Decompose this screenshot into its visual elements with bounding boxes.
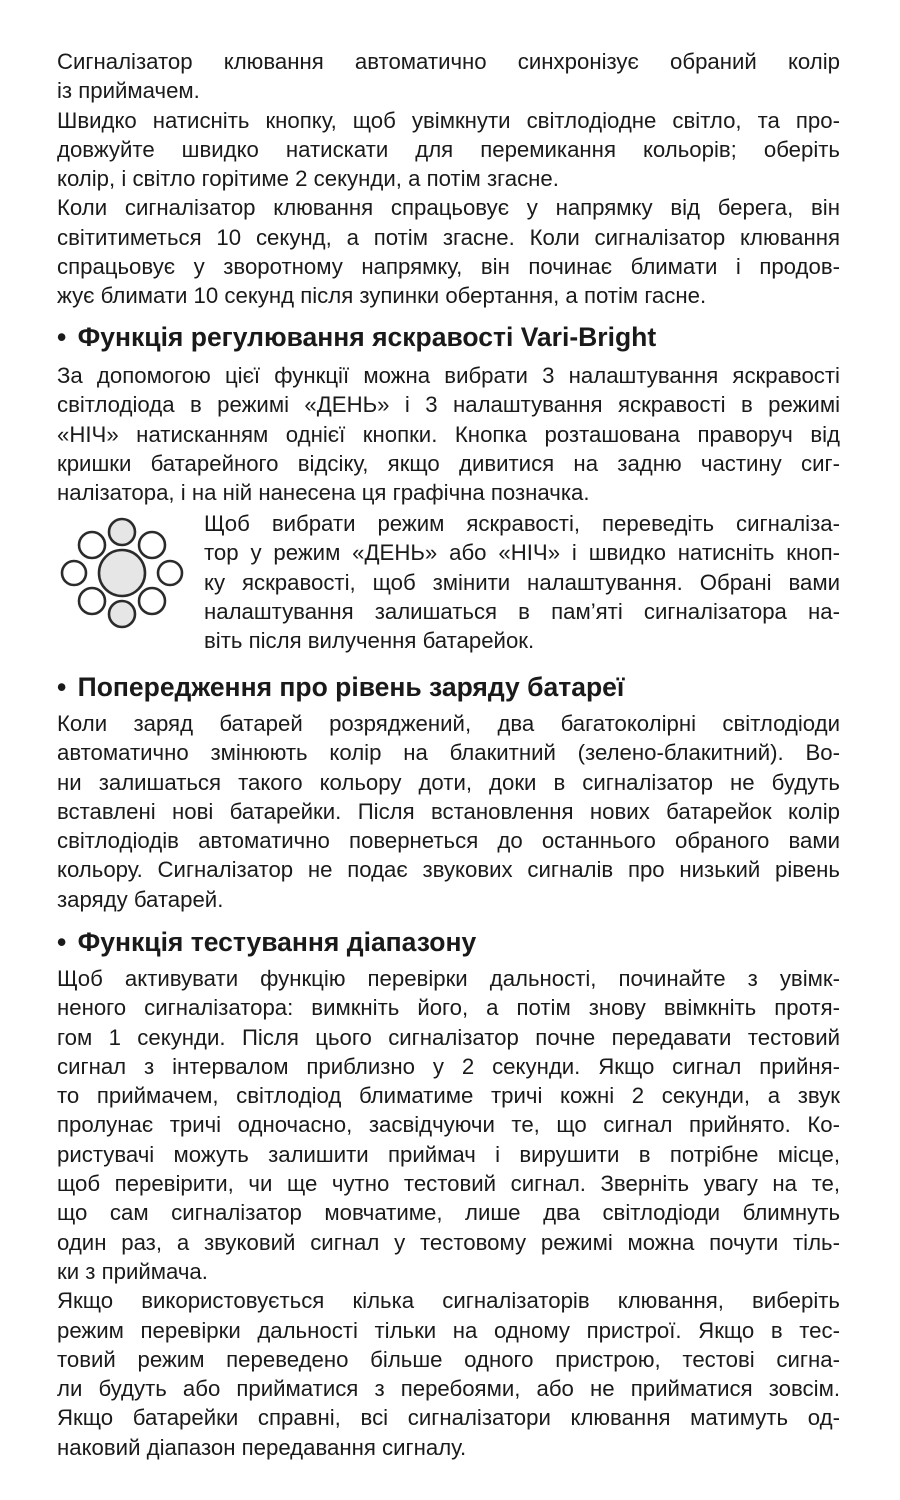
text-line: щоб перевірити, чи ще чутно тестовий сигнал. Зверніть увагу на те, (57, 1171, 840, 1197)
text-line: пролунає тричі одночасно, засвідчуючи те, що сигнал прийнято. Ко- (57, 1112, 840, 1138)
text-line: довжуйте швидко натискати для перемикання кольорів; оберіть (57, 136, 840, 162)
text-line: ку яскравості, щоб змінити налаштування. Обрані вами (204, 569, 840, 595)
range-paragraph-1 (57, 964, 840, 1286)
section-title: Функція тестування діапазону (77, 927, 477, 957)
text-line: Коли сигналізатор клювання спрацьовує у напрямку від берега, він (57, 195, 840, 221)
text-line: режим перевірки дальності тільки на одному пристрої. Якщо в тес- (57, 1317, 840, 1343)
battery-section (57, 670, 840, 914)
text-line: гом 1 секунди. Після цього сигналізатор почне передавати тестовий (57, 1024, 840, 1050)
range-section (57, 925, 840, 1462)
text-line: кришки батарейного відсіку, якщо дивитися на задню частину сиг- (57, 450, 840, 476)
text-line: кольору. Сигналізатор не подає звукових сигналів про низький рівень (57, 857, 840, 883)
brightness-section (57, 320, 840, 507)
text-line: світлодіодів автоматично повернеться до останнього обраного вами (57, 828, 840, 854)
section-title: Функція регулювання яскравості Vari-Bright (77, 322, 657, 352)
text-line: ли будуть або прийматися з перебоями, або не прийматися зовсім. (57, 1376, 840, 1402)
text-line: товий режим переведено більше одного пристрою, тестові сигна- (57, 1346, 840, 1372)
section-title: Попередження про рівень заряду батареї (77, 672, 625, 702)
section-heading (57, 925, 840, 959)
brightness-figure-text (204, 509, 840, 655)
text-line: світитиметься 10 секунд, а потім згасне. Коли сигналізатор клювання (57, 224, 840, 250)
text-line: наковий діапазон передавання сигналу. (57, 1434, 467, 1460)
text-line: Якщо використовується кілька сигналізаторів клювання, виберіть (57, 1288, 840, 1314)
text-line: ки з приймача. (57, 1258, 208, 1284)
text-line: налаштування залишаться в пам’яті сигналізатора на- (204, 598, 840, 624)
text-line: сигнал з інтервалом приблизно у 2 секунди. Якщо сигнал прийня- (57, 1053, 840, 1079)
text-line: заряду батарей. (57, 886, 224, 912)
range-paragraph-2 (57, 1286, 840, 1462)
section-heading (57, 670, 840, 704)
text-line: спрацьовує у зворотному напрямку, він починає блимати і продов- (57, 254, 840, 280)
text-line: що сам сигналізатор мовчатиме, лише два світлодіоди блимнуть (57, 1200, 840, 1226)
text-line: віть після вилучення батарейок. (204, 628, 535, 654)
text-line: із приймачем. (57, 78, 200, 104)
text-line: Сигналізатор клювання автоматично синхронізує обраний колір (57, 49, 840, 74)
bullet-icon: • (57, 927, 67, 957)
text-line: За допомогою цієї функції можна вибрати 3 налаштування яскравості (57, 363, 840, 388)
text-line: «НІЧ» натисканням однієї кнопки. Кнопка розташована праворуч від (57, 421, 840, 447)
text-line: Якщо батарейки справні, всі сигналізатори клювання матимуть од- (57, 1405, 840, 1431)
text-line: колір, і світло горітиме 2 секунди, а потім згасне. (57, 166, 559, 192)
intro-paragraph-2 (57, 106, 840, 194)
text-line: ни залишаться такого кольору доти, доки в сигналізатор не будуть (57, 769, 840, 795)
text-line: Швидко натисніть кнопку, щоб увімкнути світлодіодне світло, та про- (57, 107, 840, 133)
section-heading (57, 320, 840, 354)
intro-section (57, 47, 840, 311)
text-line: налізатора, і на ній нанесена ця графічна позначка. (57, 480, 590, 506)
bullet-icon: • (57, 672, 67, 702)
brightness-dial-icon (57, 513, 187, 633)
text-line: світлодіода в режимі «ДЕНЬ» і 3 налаштування яскравості в режимі (57, 392, 840, 418)
text-line: тор у режим «ДЕНЬ» або «НІЧ» і швидко натисніть кноп- (204, 540, 840, 566)
intro-paragraph-3 (57, 193, 840, 310)
text-line: Коли заряд батарей розряджений, два багатоколірні світлодіоди (57, 711, 840, 736)
text-line: ристувачі можуть залишити приймач і вирушити в потрібне місце, (57, 1141, 840, 1167)
text-line: неного сигналізатора: вимкніть його, а потім знову ввімкніть протя- (57, 995, 840, 1021)
text-line: то приймачем, світлодіод блиматиме тричі кожні 2 секунди, а звук (57, 1083, 840, 1109)
text-line: Щоб активувати функцію перевірки дальності, починайте з увімк- (57, 966, 840, 991)
text-line: автоматично змінюють колір на блакитний (зелено-блакитний). Во- (57, 740, 840, 766)
text-line: жує блимати 10 секунд після зупинки обертання, а потім гасне. (57, 283, 707, 309)
text-line: один раз, а звуковий сигнал у тестовому режимі можна почути тіль- (57, 1229, 840, 1255)
intro-paragraph-1 (57, 47, 840, 106)
text-line: Щоб вибрати режим яскравості, переведіть сигналіза- (204, 511, 840, 536)
bullet-icon: • (57, 322, 67, 352)
text-line: вставлені нові батарейки. Після встановлення нових батарейок колір (57, 798, 840, 824)
